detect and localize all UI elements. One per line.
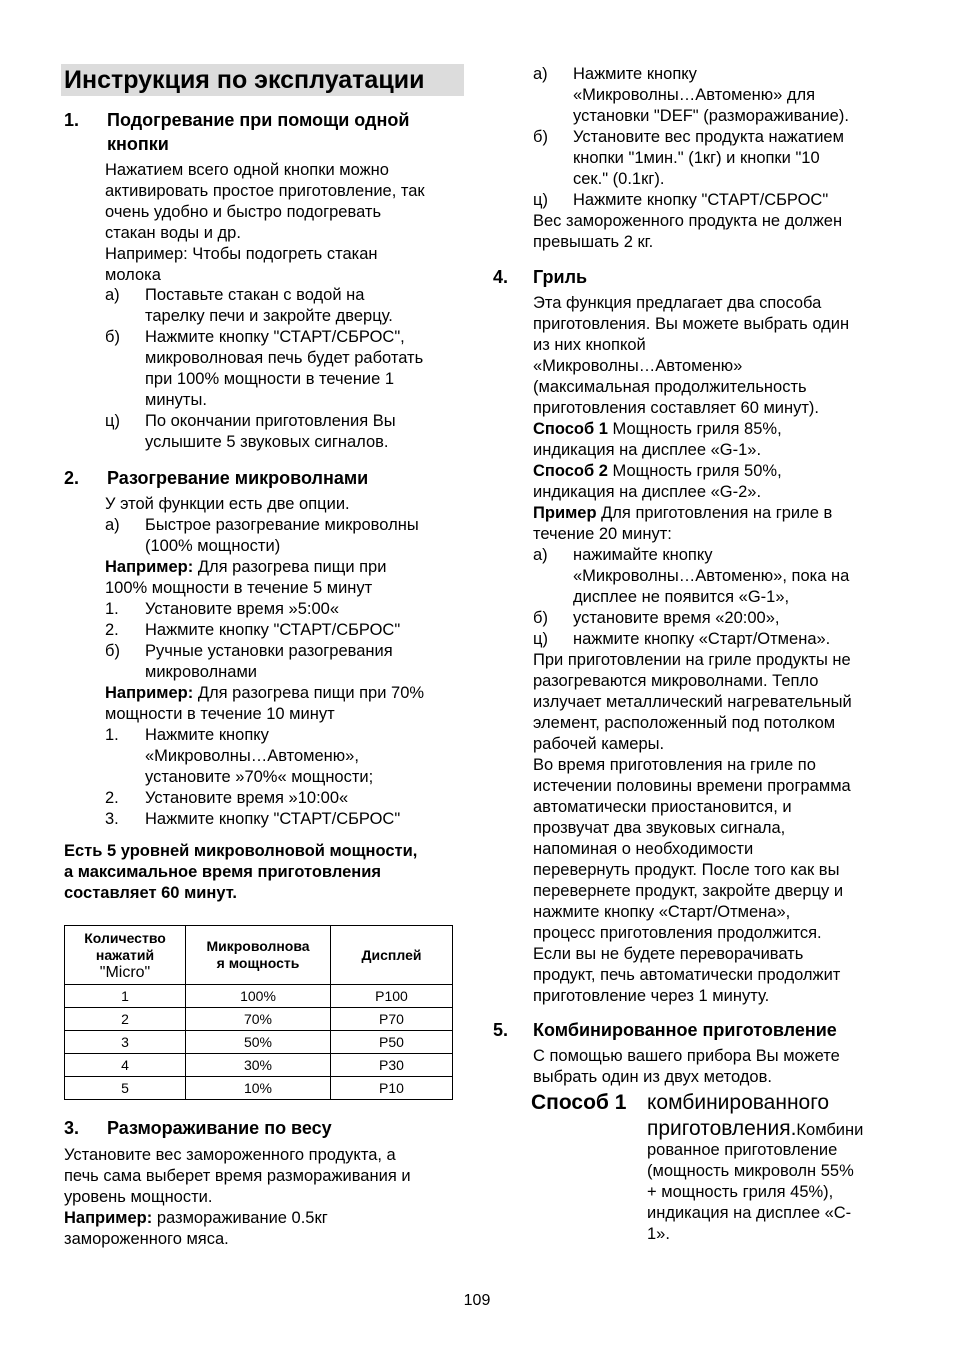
combined-method-1-title-cont: приготовления.Комбини	[647, 1117, 864, 1140]
grill-method-2: Способ 2 Мощность гриля 50%,	[533, 462, 782, 480]
combined-method-1-title: комбинированного	[647, 1091, 830, 1114]
list-item-text: «Микроволны…Автоменю»,	[145, 747, 359, 765]
list-item-text: Нажмите кнопку "СТАРТ/СБРОС"	[573, 191, 829, 209]
table-header-display: Дисплей	[331, 926, 453, 985]
list-marker: ц)	[105, 412, 120, 430]
grill-method-2: индикация на дисплее «G-2».	[533, 483, 762, 501]
table-cell: P70	[331, 1008, 453, 1031]
power-note: Есть 5 уровней микроволновой мощности,	[64, 842, 418, 860]
power-note: а максимальное время приготовления	[64, 863, 382, 881]
microwave-power-table	[64, 925, 453, 1100]
section-1-text: Нажатием всего одной кнопки можно	[105, 161, 389, 179]
section-4-text: излучает металлический нагревательный	[533, 693, 852, 711]
table-cell: 1	[65, 985, 186, 1008]
combined-method-1-text: рованное приготовление	[647, 1141, 838, 1159]
table-cell: 50%	[186, 1031, 331, 1054]
section-4-text: Если вы не будете переворачивать	[533, 945, 804, 963]
list-item-text: нажмите кнопку «Старт/Отмена».	[573, 630, 831, 648]
list-marker: б)	[533, 609, 548, 627]
section-4-text: элемент, расположенный под потолком	[533, 714, 836, 732]
example-line: 100% мощности в течение 5 минут	[105, 579, 373, 597]
list-marker: 3.	[105, 810, 119, 828]
list-marker: а)	[105, 286, 120, 304]
bold-label: Например:	[64, 1209, 153, 1227]
list-item-text: Нажмите кнопку "СТАРТ/СБРОС"	[145, 810, 401, 828]
section-3-note: Вес замороженного продукта не должен	[533, 212, 843, 230]
section-4-text: перевернуть продукт. После того как вы	[533, 861, 840, 879]
example-line: замороженного мяса.	[64, 1230, 229, 1248]
section-4-text: нажмите кнопку «Старт/Отмена»,	[533, 903, 791, 921]
section-1-text: стакан воды и др.	[105, 224, 241, 242]
grill-example: течение 20 минут:	[533, 525, 672, 543]
page-title: Инструкция по эксплуатации	[61, 64, 464, 96]
section-4-text: Эта функция предлагает два способа	[533, 294, 822, 312]
list-item-text: Поставьте стакан с водой на	[145, 286, 365, 304]
list-item-text: «Микроволны…Автоменю» для	[573, 86, 816, 104]
table-cell: P100	[331, 985, 453, 1008]
list-marker: а)	[533, 546, 548, 564]
section-5-text: С помощью вашего прибора Вы можете	[533, 1047, 840, 1065]
section-4-text: рабочей камеры.	[533, 735, 665, 753]
section-4-text: Во время приготовления на гриле по	[533, 756, 816, 774]
list-marker: б)	[105, 642, 120, 660]
section-1-text: Например: Чтобы подогреть стакан	[105, 245, 378, 263]
table-cell: 70%	[186, 1008, 331, 1031]
list-item-text: нажимайте кнопку	[573, 546, 713, 564]
list-marker: 1.	[105, 726, 119, 744]
list-item-text: По окончании приготовления Вы	[145, 412, 396, 430]
list-item-text: микроволнами	[145, 663, 258, 681]
table-cell: 4	[65, 1054, 186, 1077]
list-item-text: Нажмите кнопку "СТАРТ/СБРОС"	[145, 621, 401, 639]
table-cell: P50	[331, 1031, 453, 1054]
section-1-text: активировать простое приготовление, так	[105, 182, 425, 200]
list-item-text: «Микроволны…Автоменю», пока на	[573, 567, 850, 585]
example-line: Например: размораживание 0.5кг	[64, 1209, 328, 1227]
list-item-text: Установите время »5:00«	[145, 600, 340, 618]
list-item-text: Нажмите кнопку	[573, 65, 697, 83]
table-cell: 10%	[186, 1077, 331, 1100]
table-cell: 100%	[186, 985, 331, 1008]
list-item-text: дисплее не появится «G-1»,	[573, 588, 790, 606]
bold-label: Например:	[105, 558, 194, 576]
section-4-text: перевернете продукт, закройте дверцу и	[533, 882, 844, 900]
list-marker: б)	[533, 128, 548, 146]
list-marker: а)	[105, 516, 120, 534]
section-1-text: очень удобно и быстро подогревать	[105, 203, 382, 221]
example-line: Например: Для разогрева пищи при 70%	[105, 684, 425, 702]
table-cell: P30	[331, 1054, 453, 1077]
section-4-text: процесс приготовления продолжится.	[533, 924, 822, 942]
section-1-text: молока	[105, 266, 161, 284]
table-cell: 3	[65, 1031, 186, 1054]
section-4-text: разогреваются микроволнами. Тепло	[533, 672, 819, 690]
table-row	[65, 1054, 453, 1077]
section-5-text: выбрать один из двух методов.	[533, 1068, 772, 1086]
section-4-text: «Микроволны…Автоменю»	[533, 357, 743, 375]
list-marker: ц)	[533, 191, 548, 209]
list-item-text: Нажмите кнопку "СТАРТ/СБРОС",	[145, 328, 405, 346]
list-marker: ц)	[533, 630, 548, 648]
grill-example: Пример Для приготовления на гриле в	[533, 504, 833, 522]
section-4-text: напоминая о необходимости	[533, 840, 754, 858]
example-line: Например: Для разогрева пищи при	[105, 558, 387, 576]
list-item-text: Установите вес продукта нажатием	[573, 128, 844, 146]
list-item-text: Нажмите кнопку	[145, 726, 269, 744]
table-header-power: Микроволнова я мощность	[186, 926, 331, 985]
list-marker: а)	[533, 65, 548, 83]
combined-method-1-text: 1».	[647, 1225, 670, 1243]
section-4-text: приготовления составляет 60 минут).	[533, 399, 820, 417]
list-item-text: Установите время »10:00«	[145, 789, 349, 807]
section-4-text: продукт, печь автоматически продолжит	[533, 966, 841, 984]
section-4-text: истечении половины времени программа	[533, 777, 851, 795]
list-marker: 2.	[105, 621, 119, 639]
list-item-text: сек." (0.1кг).	[573, 170, 665, 188]
table-row	[65, 1031, 453, 1054]
list-item-text: Ручные установки разогревания	[145, 642, 393, 660]
combined-method-1-text: + мощность гриля 45%),	[647, 1183, 834, 1201]
list-item-text: кнопки "1мин." (1кг) и кнопки "10	[573, 149, 820, 167]
combined-method-1-label: Способ 1	[531, 1091, 627, 1114]
list-marker: 2.	[105, 789, 119, 807]
table-cell: 5	[65, 1077, 186, 1100]
list-item-text: (100% мощности)	[145, 537, 281, 555]
list-item-text: установите время «20:00»,	[573, 609, 780, 627]
list-item-text: минуты.	[145, 391, 207, 409]
list-marker: б)	[105, 328, 120, 346]
page-number: 109	[463, 1292, 491, 1309]
section-4-text: приготовление через 1 минуту.	[533, 987, 770, 1005]
table-row	[65, 985, 453, 1008]
list-item-text: Быстрое разогревание микроволны	[145, 516, 419, 534]
list-item-text: микроволновая печь будет работать	[145, 349, 424, 367]
bold-label: Способ 2	[533, 462, 608, 480]
grill-method-1: индикация на дисплее «G-1».	[533, 441, 762, 459]
table-cell: P10	[331, 1077, 453, 1100]
section-4-text: приготовления. Вы можете выбрать один	[533, 315, 850, 333]
grill-method-1: Способ 1 Мощность гриля 85%,	[533, 420, 782, 438]
table-header-presses: Количество нажатий "Micro"	[65, 926, 186, 985]
list-item-text: установки "DEF" (размораживание).	[573, 107, 849, 125]
table-cell: 2	[65, 1008, 186, 1031]
section-3-note: превышать 2 кг.	[533, 233, 654, 251]
section-4-text: прозвучат два звуковых сигнала,	[533, 819, 786, 837]
table-cell: 30%	[186, 1054, 331, 1077]
list-item-text: услышите 5 звуковых сигналов.	[145, 433, 389, 451]
combined-method-1-text: индикация на дисплее «С-	[647, 1204, 852, 1222]
section-3-text: Установите вес замороженного продукта, а	[64, 1146, 396, 1164]
section-4-text: (максимальная продолжительность	[533, 378, 807, 396]
example-line: мощности в течение 10 минут	[105, 705, 335, 723]
section-3-text: уровень мощности.	[64, 1188, 213, 1206]
section-4-text: из них кнопкой	[533, 336, 646, 354]
section-2-intro: У этой функции есть две опции.	[105, 495, 350, 513]
power-note: составляет 60 минут.	[64, 884, 237, 902]
list-item-text: тарелку печи и закройте дверцу.	[145, 307, 393, 325]
bold-label: Способ 1	[533, 420, 608, 438]
section-3-text: печь сама выберет время размораживания и	[64, 1167, 411, 1185]
bold-label: Например:	[105, 684, 194, 702]
section-4-text: автоматически приостановится, и	[533, 798, 792, 816]
section-4-text: При приготовлении на гриле продукты не	[533, 651, 851, 669]
table-row	[65, 1008, 453, 1031]
list-item-text: при 100% мощности в течение 1	[145, 370, 395, 388]
combined-method-1-text: (мощность микроволн 55%	[647, 1162, 854, 1180]
table-row	[65, 1077, 453, 1100]
bold-label: Пример	[533, 504, 597, 522]
list-item-text: установите »70%« мощности;	[145, 768, 374, 786]
list-marker: 1.	[105, 600, 119, 618]
